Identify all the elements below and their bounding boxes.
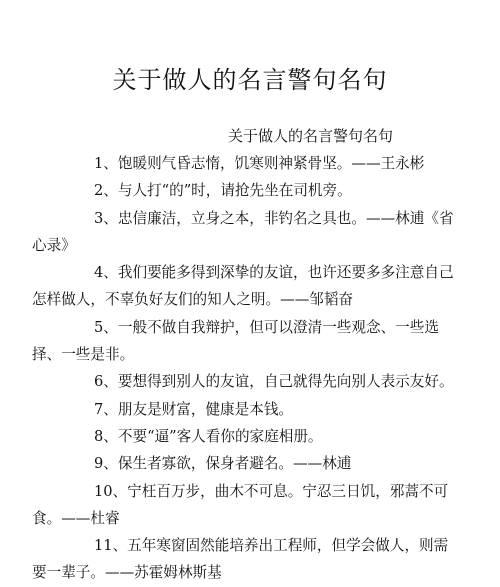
quote-item-3: 3、忠信廉洁，立身之本，非钓名之具也。——林逋《省心录》: [32, 209, 454, 254]
quote-item-11: 11、五年寒窗固然能培养出工程师，但学会做人，则需要一辈子。——苏霍姆林斯基: [32, 537, 449, 582]
document-title: 关于做人的名言警句名句: [112, 66, 388, 94]
quote-item-8: 8、不要“逼”客人看你的家庭相册。: [94, 427, 323, 445]
quote-item-5: 5、一般不做自我辩护，但可以澄清一些观念、一些选择、一些是非。: [32, 318, 439, 364]
quote-item-10: 10、宁枉百万步，曲木不可息。宁忍三日饥，邪蒿不可食。——杜睿: [32, 482, 449, 527]
quote-item-4: 4、我们要能多得到深挚的友谊，也许还要多多注意自己怎样做人，不辜负好友们的知人之明。——邹韬奋: [32, 264, 454, 309]
quote-item-2: 2、与人打“的”时，请抢先坐在司机旁。: [94, 182, 352, 200]
quote-list: [32, 150, 458, 587]
quote-item-6: 6、要想得到别人的友谊，自己就得先向别人表示友好。: [94, 373, 454, 391]
quote-item-7: 7、朋友是财富，健康是本钱。: [94, 400, 294, 418]
quote-item-1: 1、饱暖则气昏志惰，饥寒则神紧骨坚。——王永彬: [94, 155, 425, 172]
quote-item-9: 9、保生者寡欲，保身者避名。——林逋: [94, 455, 352, 473]
document-subtitle: 关于做人的名言警句名句: [228, 127, 394, 145]
